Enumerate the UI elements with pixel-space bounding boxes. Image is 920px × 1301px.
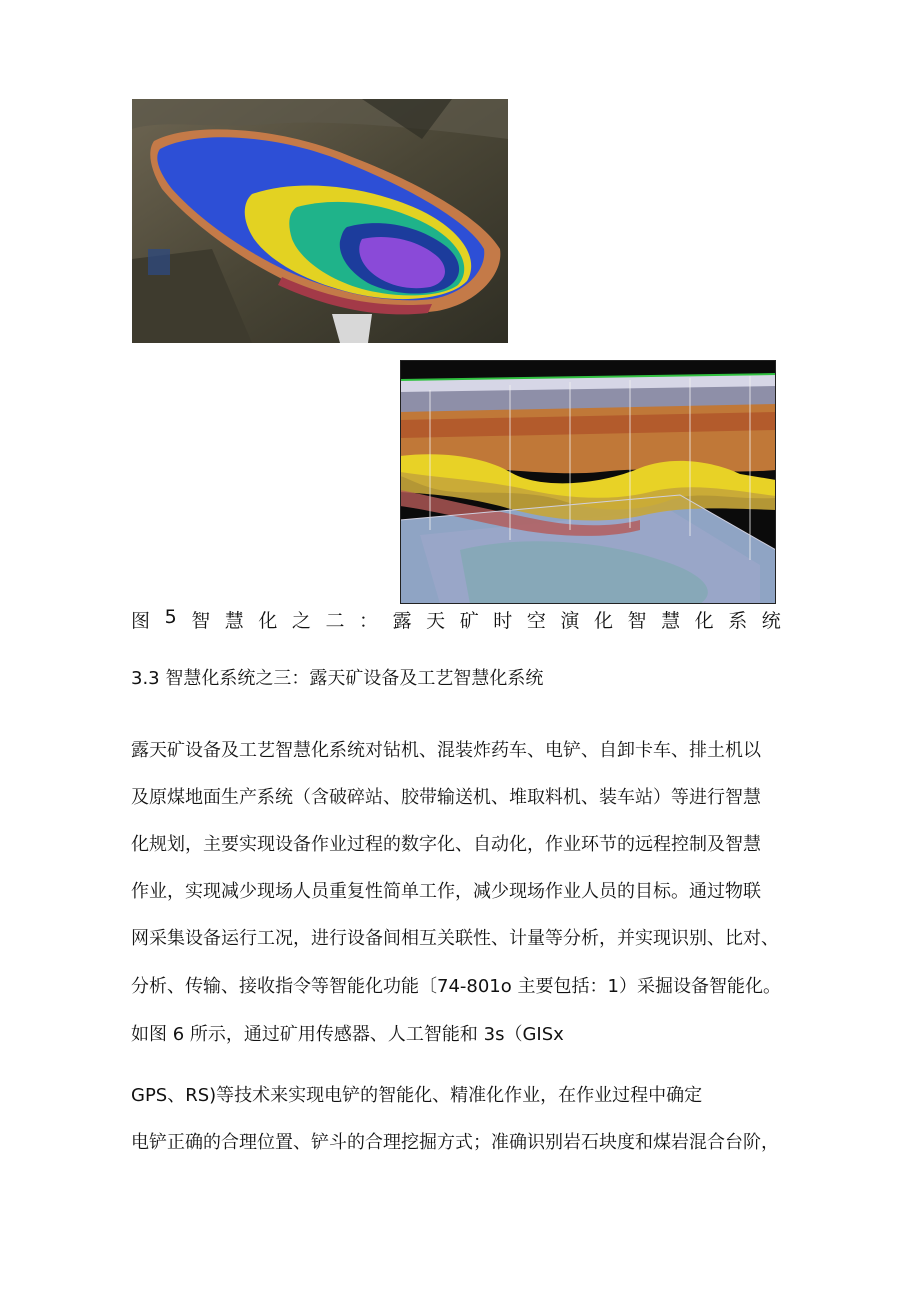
caption-char: 系 [728, 610, 748, 632]
caption-char: 时 [493, 610, 513, 632]
paragraph-line: GPS、RS)等技术来实现电铲的智能化、精准化作业，在作业过程中确定 [131, 1085, 703, 1106]
paragraph-line: 分析、传输、接收指令等智能化功能〔74-801o 主要包括：1）采掘设备智能化。 [131, 976, 781, 997]
caption-char: 演 [560, 610, 580, 632]
caption-char: 图 [131, 610, 151, 632]
paragraph-line: 作业，实现减少现场人员重复性简单工作，减少现场作业人员的目标。通过物联 [131, 881, 761, 902]
caption-char: 二 [325, 610, 345, 632]
geological-block-model-image [400, 360, 776, 604]
caption-char: ： [359, 610, 379, 632]
caption-char: 慧 [224, 610, 244, 632]
paragraph-line: 如图 6 所示，通过矿用传感器、人工智能和 3s（GISx [131, 1024, 564, 1045]
paragraph-line: 露天矿设备及工艺智慧化系统对钻机、混装炸药车、电铲、自卸卡车、排土机以 [131, 740, 761, 761]
caption-char: 天 [426, 610, 446, 632]
caption-char: 5 [164, 606, 177, 628]
paragraph-line: 化规划，主要实现设备作业过程的数字化、自动化，作业环节的远程控制及智慧 [131, 834, 761, 855]
caption-char: 露 [392, 610, 412, 632]
caption-char: 智 [191, 610, 211, 632]
paragraph-line: 网采集设备运行工况，进行设备间相互关联性、计量等分析，并实现识别、比对、 [131, 928, 779, 949]
caption-char: 之 [291, 610, 311, 632]
caption-char: 化 [593, 610, 613, 632]
caption-char: 空 [526, 610, 546, 632]
caption-char: 化 [258, 610, 278, 632]
caption-char: 统 [761, 610, 781, 632]
paragraph-line: 电铲正确的合理位置、铲斗的合理挖掘方式；准确识别岩石块度和煤岩混合台阶， [131, 1132, 779, 1153]
caption-char: 智 [627, 610, 647, 632]
figure-caption [131, 606, 781, 633]
paragraph-line: 及原煤地面生产系统（含破碎站、胶带输送机、堆取料机、装车站）等进行智慧 [131, 787, 761, 808]
section-heading: 3.3 智慧化系统之三：露天矿设备及工艺智慧化系统 [131, 668, 544, 689]
caption-char: 慧 [661, 610, 681, 632]
caption-char: 矿 [459, 610, 479, 632]
open-pit-model-image [132, 99, 508, 343]
caption-char: 化 [694, 610, 714, 632]
